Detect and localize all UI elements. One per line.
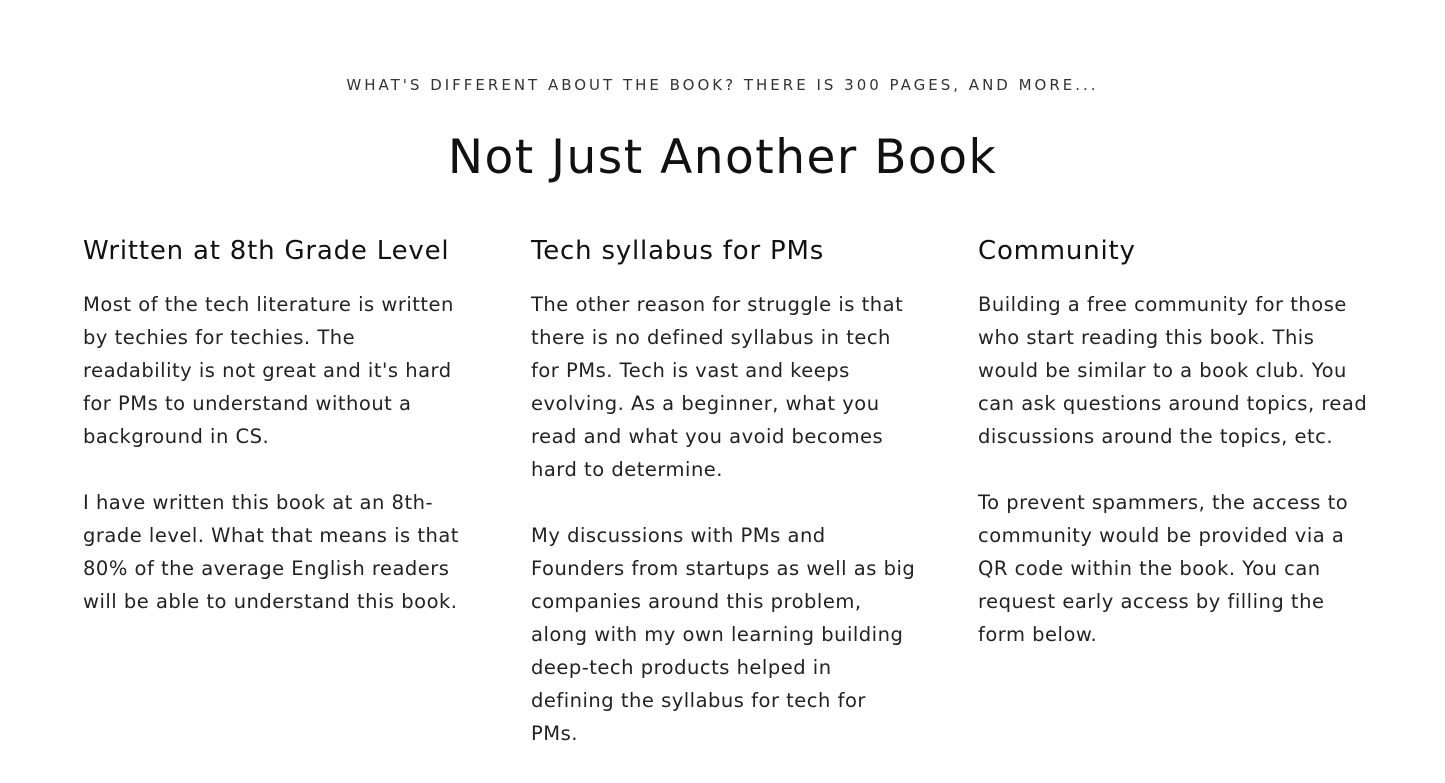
feature-heading: Community [978, 236, 1136, 266]
feature-column-grade-level [83, 232, 468, 651]
feature-paragraph: Most of the tech literature is written by techies for techies. The readability is not great and it's hard for PMs to understand without a background in CS. [83, 293, 454, 448]
section-title: Not Just Another Book [447, 130, 998, 185]
feature-column-community [978, 232, 1368, 684]
feature-paragraph: To prevent spammers, the access to community would be provided via a QR code within the book. You can request early access by filling the form below. [978, 491, 1349, 646]
feature-heading: Written at 8th Grade Level [83, 236, 450, 266]
feature-paragraph: My discussions with PMs and Founders from startups as well as big companies around this problem, along with my own learning building deep-tech products helped in defining the syllabus for tech for PMs. [531, 524, 916, 745]
feature-column-syllabus [531, 232, 916, 783]
feature-paragraph: The other reason for struggle is that there is no defined syllabus in tech for PMs. Tech is vast and keeps evolving. As a beginner, what you read and what you avoid becomes hard to determine. [531, 293, 904, 481]
feature-paragraph: Building a free community for those who start reading this book. This would be similar to a book club. You can ask questions around topics, read discussions around the topics, etc. [978, 293, 1368, 448]
feature-heading: Tech syllabus for PMs [531, 236, 825, 266]
section-eyebrow: WHAT'S DIFFERENT ABOUT THE BOOK? THERE IS 300 PAGES, AND MORE... [346, 76, 1099, 94]
feature-paragraph: I have written this book at an 8th-grade level. What that means is that 80% of the average English readers will be able to understand this book. [83, 491, 459, 613]
